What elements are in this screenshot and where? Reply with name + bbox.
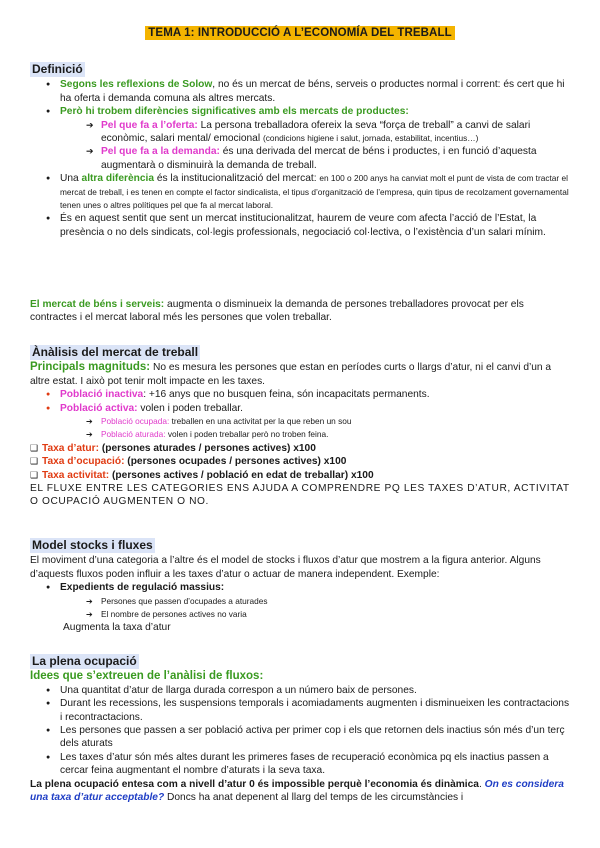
list-item: [30, 105, 570, 118]
text: Doncs ha anat depenent al llarg del temps de les circumstàncies i: [164, 792, 464, 804]
list-item: [30, 78, 570, 105]
checkbox-item: [30, 442, 570, 455]
sub-item: [30, 595, 570, 608]
label-taxa-ocupacio: Taxa d’ocupació:: [42, 456, 125, 468]
question-text: On es considera una taxa d’atur acceptable?: [30, 778, 564, 804]
sub-item-aturada: [30, 428, 570, 441]
text: , no és un mercat de béns, serveis o productes normal i corrent: és cert que hi ha oferta i demanda comuna als altres mercats.: [60, 79, 565, 104]
text: : +16 anys que no busquen feina, són incapacitats permanents.: [143, 389, 430, 401]
list-item: [30, 751, 570, 778]
formula: (persones ocupades / persones actives) x100: [124, 456, 347, 468]
text: Una: [60, 173, 82, 185]
list-item: [30, 697, 570, 724]
label-taxa-activitat: Taxa activitat:: [42, 469, 110, 481]
text: Augmenta la taxa d’atur: [63, 622, 171, 634]
text: augmenta o disminueix la demanda de persones treballadores provocat per els contractes i el mercat laboral més les persones que volen treballar.: [30, 299, 524, 324]
label-taxa-atur: Taxa d’atur:: [42, 442, 99, 454]
text: El nombre de persones actives no varia: [101, 609, 247, 620]
section-plena: [30, 654, 570, 804]
text: volen i poden treballar però no troben feina.: [165, 429, 329, 440]
heading-analisi: Ànàlisis del mercat de treball: [32, 345, 199, 359]
small-text: (condicions higiene i salut, jornada, estabilitat, incentius…): [262, 133, 479, 144]
section-analisi: [30, 345, 570, 509]
label-ocupada: Població ocupada:: [101, 416, 170, 427]
label-expedients: Expedients de regulació massius:: [60, 582, 225, 594]
title-text: TEMA 1: INTRODUCCIÓ A L’ECONOMÍA DEL TREBALL: [145, 26, 454, 40]
heading-plena: La plena ocupació: [32, 654, 137, 668]
highlight-altra: altra diferència: [81, 173, 155, 185]
small-text: en 100 o 200 anys ha canviat molt el punt de vista de com tractar el mercat de treball, i es tenen en compte el factor sindicalista, el tipus d’organització de l’empresa, quin tipus de recolzament governamental tenen unes o altres polítiques pel que fa al mercat laboral.: [60, 173, 569, 211]
list-item: [30, 724, 570, 751]
label-oferta: Pel que fa a l’oferta:: [101, 119, 198, 131]
sub-item-oferta: [30, 119, 570, 146]
label-demanda: Pel que fa a la demanda:: [101, 146, 220, 158]
list-item: [30, 388, 570, 401]
label-inactiva: Població inactiva: [60, 389, 144, 401]
text: és la institucionalització del mercat:: [154, 173, 320, 185]
heading-definicio: Definició: [32, 62, 83, 76]
highlight-magnituds: Principals magnituds:: [30, 361, 151, 374]
list-item: [30, 212, 570, 239]
text: Persones que passen d’ocupades a aturades: [101, 595, 268, 606]
section-definicio: [30, 62, 570, 239]
text: La persona treballadora ofereix la seva “força de treball” a canvi de salari econòmic, salari mental/ emocional: [101, 119, 531, 145]
text: És en aquest sentit que sent un mercat institucionalitzat, haurem de veure com afecta l’acció de l’Estat, la presència o no dels sindicats, col·legis professionals, negociació col·lectiva, o l’existència d’un salari mínim.: [60, 213, 546, 238]
text: Les persones que passen a ser població activa per primer cop i els que retornen dels inactius són més d’un terç dels aturats: [60, 725, 565, 750]
checkbox-item: [30, 469, 570, 482]
bold-text: La plena ocupació entesa com a nivell d’atur 0 és impossible perquè l’economia és dinàmica: [30, 778, 479, 790]
list-item: [30, 402, 570, 415]
sub-item-ocupada: [30, 415, 570, 428]
section-mercat-bens: [30, 298, 570, 325]
list-item: [30, 684, 570, 697]
sub-item: [30, 608, 570, 621]
label-aturada: Població aturada:: [101, 429, 166, 440]
formula: (persones aturades / persones actives) x100: [99, 442, 316, 454]
highlight-mercat-bens: El mercat de béns i serveis:: [30, 299, 165, 310]
checkbox-item: [30, 455, 570, 468]
heading-stocks: Model stocks i fluxes: [32, 538, 153, 552]
text: El moviment d’una categoria a l’altre és el model de stocks i fluxos d’atur que mostrem a la figura anterior. Alguns d’aquests fluxos poden influir a les taxes d’atur o actuar de manera independent. Exemple:: [30, 555, 541, 580]
highlight-solow: Segons les reflexions de Solow: [60, 79, 213, 91]
text: .: [478, 778, 485, 790]
text: és una derivada del mercat de béns i productes, i en funció d’aquesta augmentarà o disminuirà la demanda de treball.: [101, 146, 537, 171]
highlight-diferencies: Però hi trobem diferències significatives amb els mercats de productes:: [60, 106, 409, 118]
text: Les taxes d’atur són més altes durant les primeres fases de recuperació econòmica pq els inactius passen a cercar feina augmentant el nombre d’aturats i la seva taxa.: [60, 751, 549, 777]
highlight-idees: Idees que s’extreuen de l’anàlisi de fluxos:: [30, 670, 264, 683]
sub-item-demanda: [30, 145, 570, 172]
list-item: [30, 172, 570, 212]
text: No es mesura les persones que estan en períodes curts o llargs d’atur, ni el canvi d’un a altre estat. I això pot tenir molt impacte en les taxes.: [30, 362, 552, 387]
flux-text: EL FLUXE ENTRE LES CATEGORIES ENS AJUDA A COMPRENDRE PQ LES TAXES D’ATUR, ACTIVITAT O OCUPACIÓ AUGMENTEN O NO.: [30, 483, 570, 508]
text: Una quantitat d’atur de llarga durada correspon a un número baix de persones.: [60, 684, 417, 696]
formula: (persones actives / població en edat de treballar) x100: [109, 469, 374, 481]
section-stocks: [30, 538, 570, 635]
text: Durant les recessions, les suspensions temporals i acomiadaments augmenten i disminueixen les contractacions i recontractacions.: [60, 698, 570, 723]
label-activa: Població activa:: [60, 402, 138, 414]
list-item: [30, 581, 570, 594]
document-title: [0, 27, 600, 40]
text: volen i poden treballar.: [137, 402, 243, 414]
text: treballen en una activitat per la que reben un sou: [169, 416, 352, 427]
